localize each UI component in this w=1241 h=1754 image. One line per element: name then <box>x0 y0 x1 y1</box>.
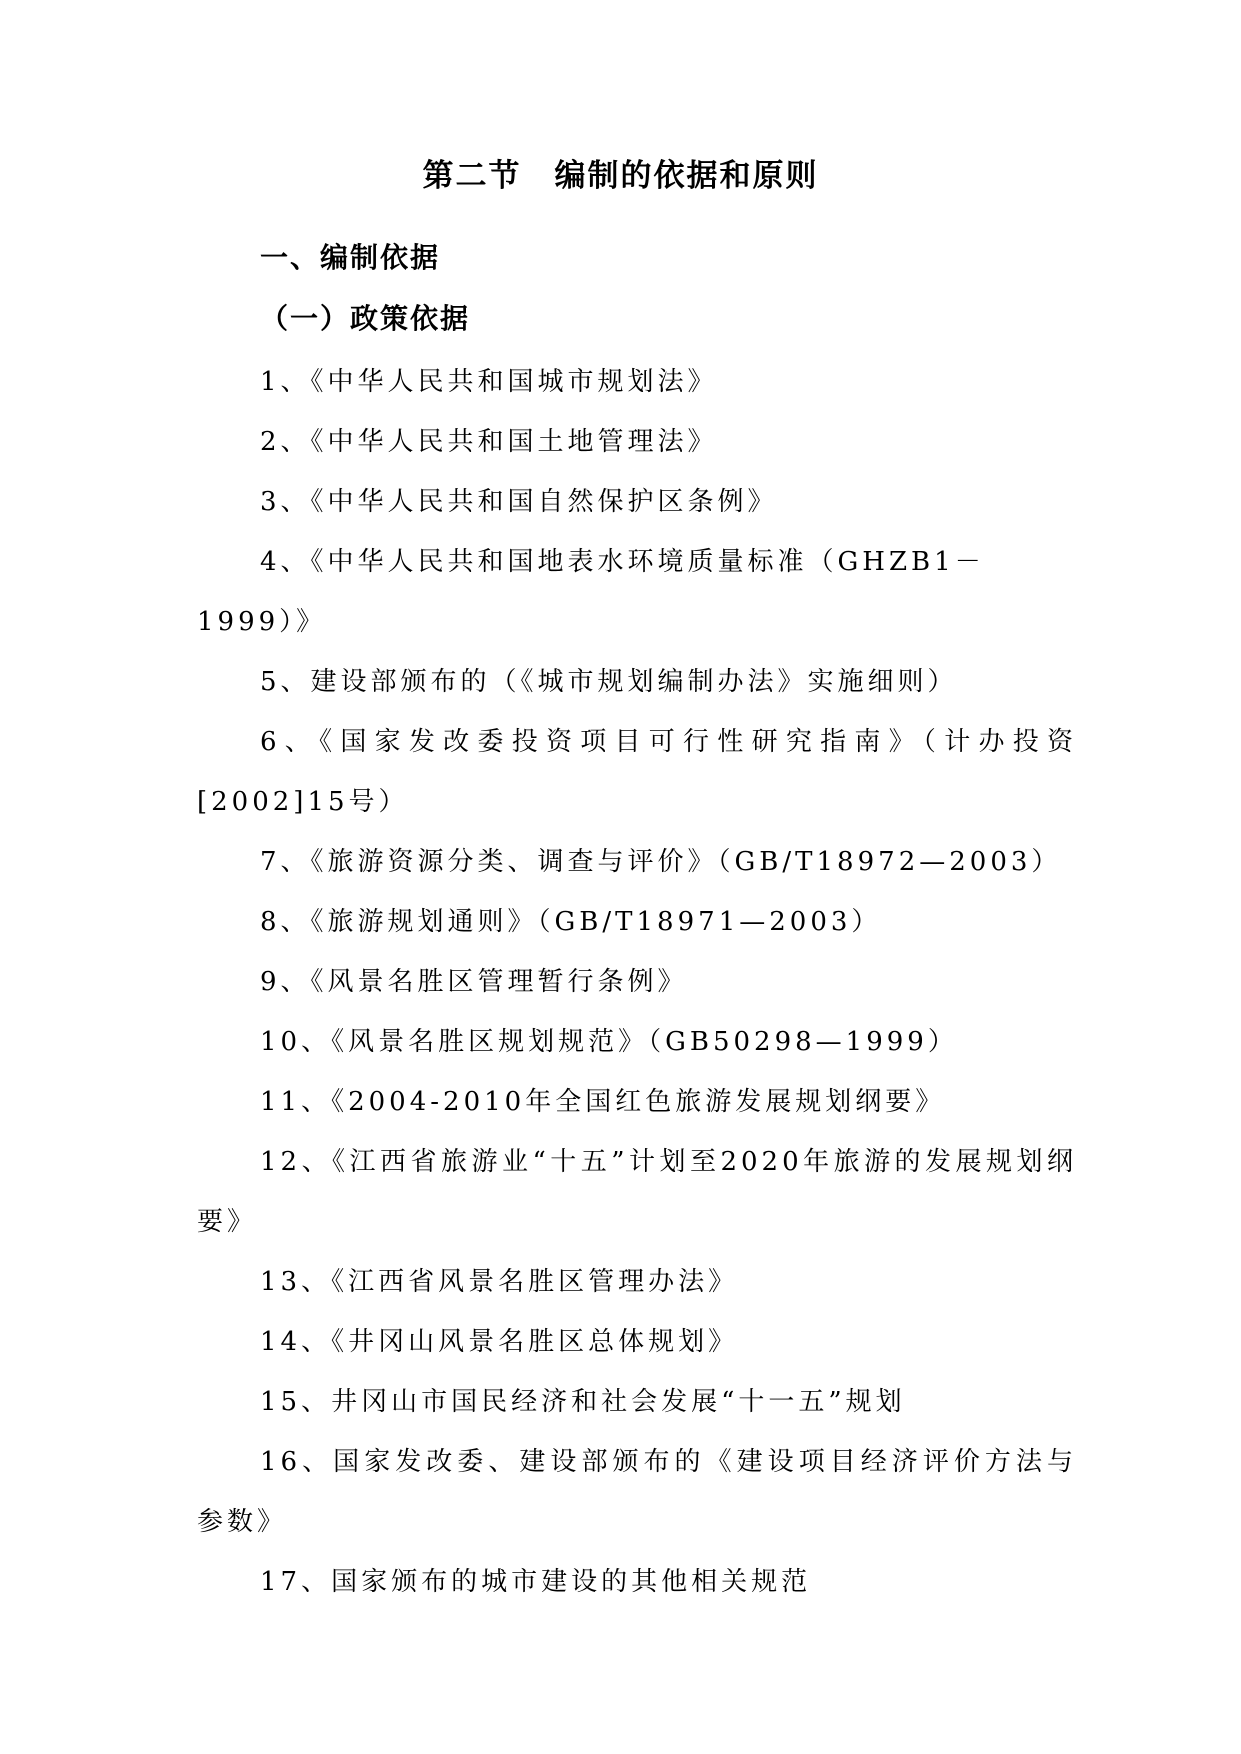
list-item: 6、《国家发改委投资项目可行性研究指南》（计办投资[2002]15号） <box>197 727 1077 817</box>
section-title: 第二节 编制的依据和原则 <box>422 158 819 194</box>
heading-compilation-basis: 一、编制依据 <box>260 241 441 274</box>
list-item: 4、《中华人民共和国地表水环境质量标准（GHZB1－1999）》 <box>197 547 985 637</box>
list-item: 10、《风景名胜区规划规范》（GB50298—1999） <box>260 1027 958 1057</box>
list-item: 3、《中华人民共和国自然保护区条例》 <box>260 487 778 517</box>
list-item: 11、《2004-2010年全国红色旅游发展规划纲要》 <box>260 1087 946 1117</box>
list-item: 5、建设部颁布的（《城市规划编制办法》实施细则） <box>260 667 958 697</box>
list-item: 17、国家颁布的城市建设的其他相关规范 <box>260 1567 812 1597</box>
list-item: 13、《江西省风景名胜区管理办法》 <box>260 1267 739 1297</box>
heading-policy-basis: （一）政策依据 <box>260 302 471 335</box>
list-item: 15、井冈山市国民经济和社会发展“十一五”规划 <box>260 1387 906 1417</box>
list-item: 2、《中华人民共和国土地管理法》 <box>260 427 718 457</box>
list-item: 8、《旅游规划通则》（GB/T18971—2003） <box>260 907 882 937</box>
list-item: 1、《中华人民共和国城市规划法》 <box>260 367 718 397</box>
list-item: 16、国家发改委、建设部颁布的《建设项目经济评价方法与参数》 <box>197 1447 1077 1537</box>
list-item: 14、《井冈山风景名胜区总体规划》 <box>260 1327 739 1357</box>
list-item: 12、《江西省旅游业“十五”计划至2020年旅游的发展规划纲要》 <box>197 1147 1077 1237</box>
list-item: 7、《旅游资源分类、调查与评价》（GB/T18972—2003） <box>260 847 1062 877</box>
policy-basis-list <box>197 352 1077 1612</box>
list-item: 9、《风景名胜区管理暂行条例》 <box>260 967 688 997</box>
